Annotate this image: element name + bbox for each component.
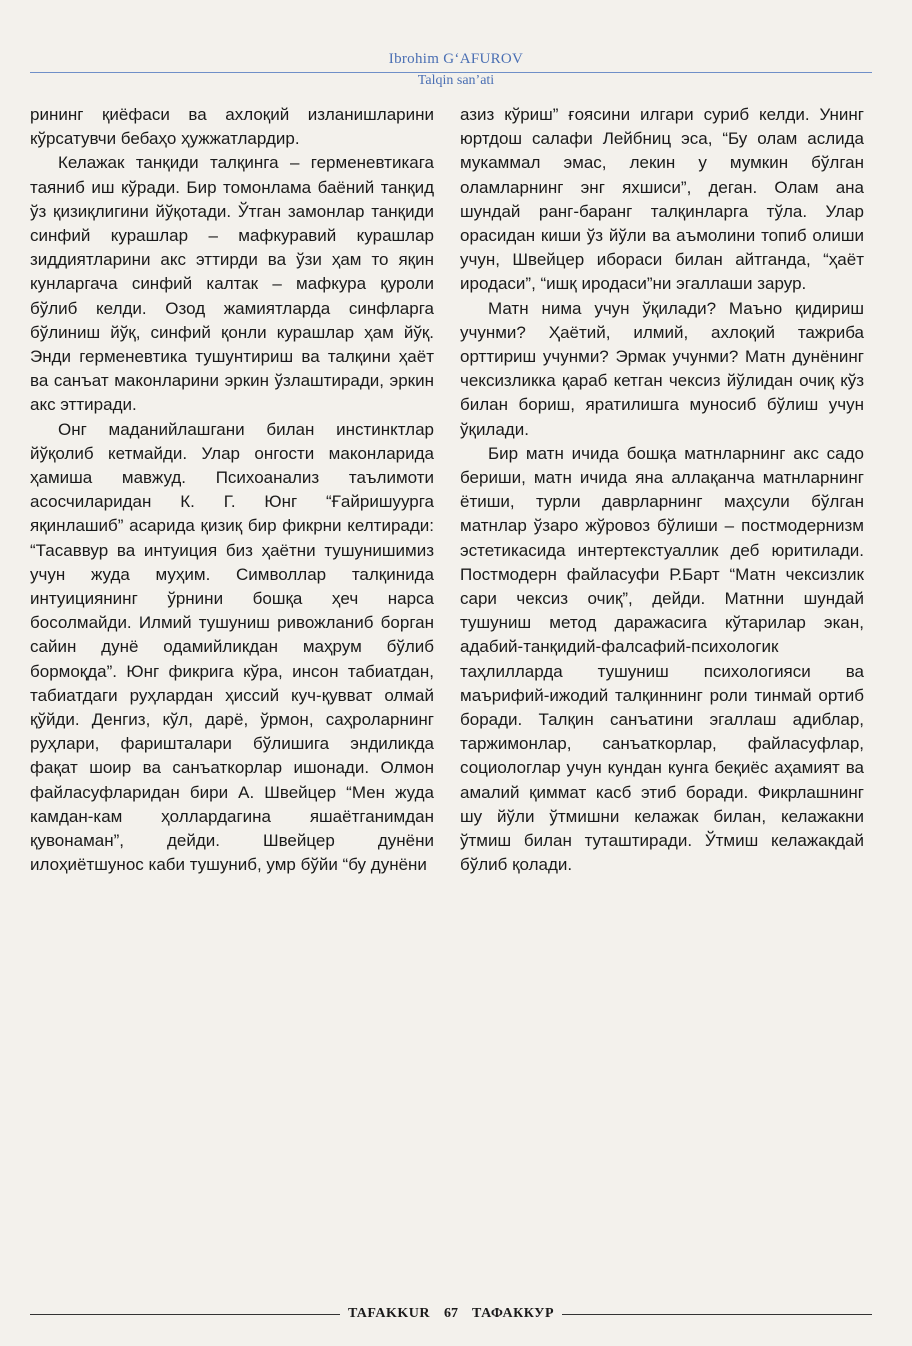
paragraph: Онг маданийлашгани билан инстинктлар йўқолиб кетмайди. Улар онгости маконларида ҳамиша мавжуд. Психоанализ таълимоти асосчиларидан К. Г. Юнг “Ғайришуурга яқинлашиб” асарида қизиқ бир фикрни келтиради: “Тасаввур ва интуиция биз ҳаётни тушунишимиз учун жуда муҳим. Символлар талқинида интуициянинг ўрнини бошқа ҳеч нарса босолмайди. Илмий тушуниш ривожланиб борган сайин дунё одамийликдан маҳрум бўлиб бормоқда”. Юнг фикрига кўра, инсон табиатдан, табиатдаги руҳлардан ҳиссий куч-қувват олмай қўйди. Денгиз, кўл, дарё, ўрмон, саҳроларнинг руҳлари, фаришталари бўлишига эндиликда фақат шоир ва санъаткорлар ишонади. Олмон файласуфларидан бири А. Швейцер “Мен жуда камдан-кам ҳоллардагина яшаётганимдан қувонаман”, дейди. Швейцер дунёни илоҳиётшунос каби тушуниб, умр бўйи “бу дунёни xyxy=(30,419,434,875)
text-column-left xyxy=(30,103,434,878)
footer-journal-latin: TAFAKKUR xyxy=(347,1306,431,1321)
text-column-right xyxy=(460,103,864,878)
page-footer xyxy=(30,1304,872,1324)
footer-rule-right xyxy=(562,1314,872,1315)
paragraph: Келажак танқиди талқинга – герменевтикага таяниб иш кўради. Бир томонлама баёний танқид ўз қизиқлигини йўқотади. Ўтган замонлар танқиди синфий курашлар – мафкуравий курашлар зиддиятларини акс эттирди ва ўзи ҳам то яқин кунларгача синфий калтак – мафкура қуроли бўлиб келди. Озод жамиятларда синфларга бўлиниш йўқ, синфий қонли курашлар ҳам йўқ. Энди герменевтика тушунтириш ва талқини ҳаёт ва санъат маконларини эркин ўзлаштиради, эркин акс эттиради. xyxy=(30,153,434,415)
paragraph: Матн нима учун ўқилади? Маъно қидириш учунми? Ҳаётий, илмий, ахлоқий тажриба орттириш учунми? Эрмак учунми? Матн дунёнинг чексизликка қараб кетган чексиз йўлидан очиқ кўз билан бориш, яратилишга муносиб бўлиш учун ўқилади. xyxy=(460,298,864,439)
paragraph: Бир матн ичида бошқа матнларнинг акс садо бериши, матн ичида яна аллақанча матнларнинг ётиши, турли даврларнинг маҳсули бўлган матнлар ўзаро жўровоз бўлиши – постмодернизм эстетикасида интертекстуаллик деб юритилади. Постмодерн файласуфи Р.Барт “Матн чексизлик сари чексиз очиқ”, дейди. Матнни шундай тушуниш метод даражасига кўтарилар экан, адабий-танқидий-фалсафий-психологик таҳлилларда тушуниш психологияси ва маърифий-ижодий талқиннинг роли тинмай ортиб боради. Талқин санъатини эгаллаш адиблар, таржимонлар, санъаткорлар, файласуфлар, социологлар учун кундан кунга беқиёс аҳамият ва амалий қиммат касб этиб боради. Фикрлашнинг шу йўли ўтмишни келажак билан, келажакни ўтмиш билан туташтиради. Ўтмиш келажакдай бўлиб қолади. xyxy=(460,443,864,875)
header-author: Ibrohim G‘AFUROV xyxy=(388,51,524,67)
header-rule xyxy=(30,72,872,73)
header-section: Talqin san’ati xyxy=(417,73,495,88)
running-header xyxy=(0,50,912,90)
paragraph: рининг қиёфаси ва ахлоқий изланишларини кўрсатувчи бебаҳо ҳужжатлардир. xyxy=(30,105,434,149)
footer-journal-cyrillic: ТАФАККУР xyxy=(472,1306,555,1321)
paragraph: азиз кўриш” ғоясини илгари суриб келди. Унинг юртдош салафи Лейбниц эса, “Бу олам аслида мукаммал эмас, лекин у мумкин бўлган оламларнинг энг яхшиси”, деган. Олам ана шундай ранг-баранг талқинларга тўла. Улар орасидан киши ўз йўли ва аъмолини топиб олиши учун, Швейцер ибораси билан айтганда, “ҳаёт иродаси”, “ишқ иродаси”ни эгаллаши зарур. xyxy=(460,105,864,294)
footer-rule-left xyxy=(30,1314,340,1315)
page-number: 67 xyxy=(444,1306,459,1321)
